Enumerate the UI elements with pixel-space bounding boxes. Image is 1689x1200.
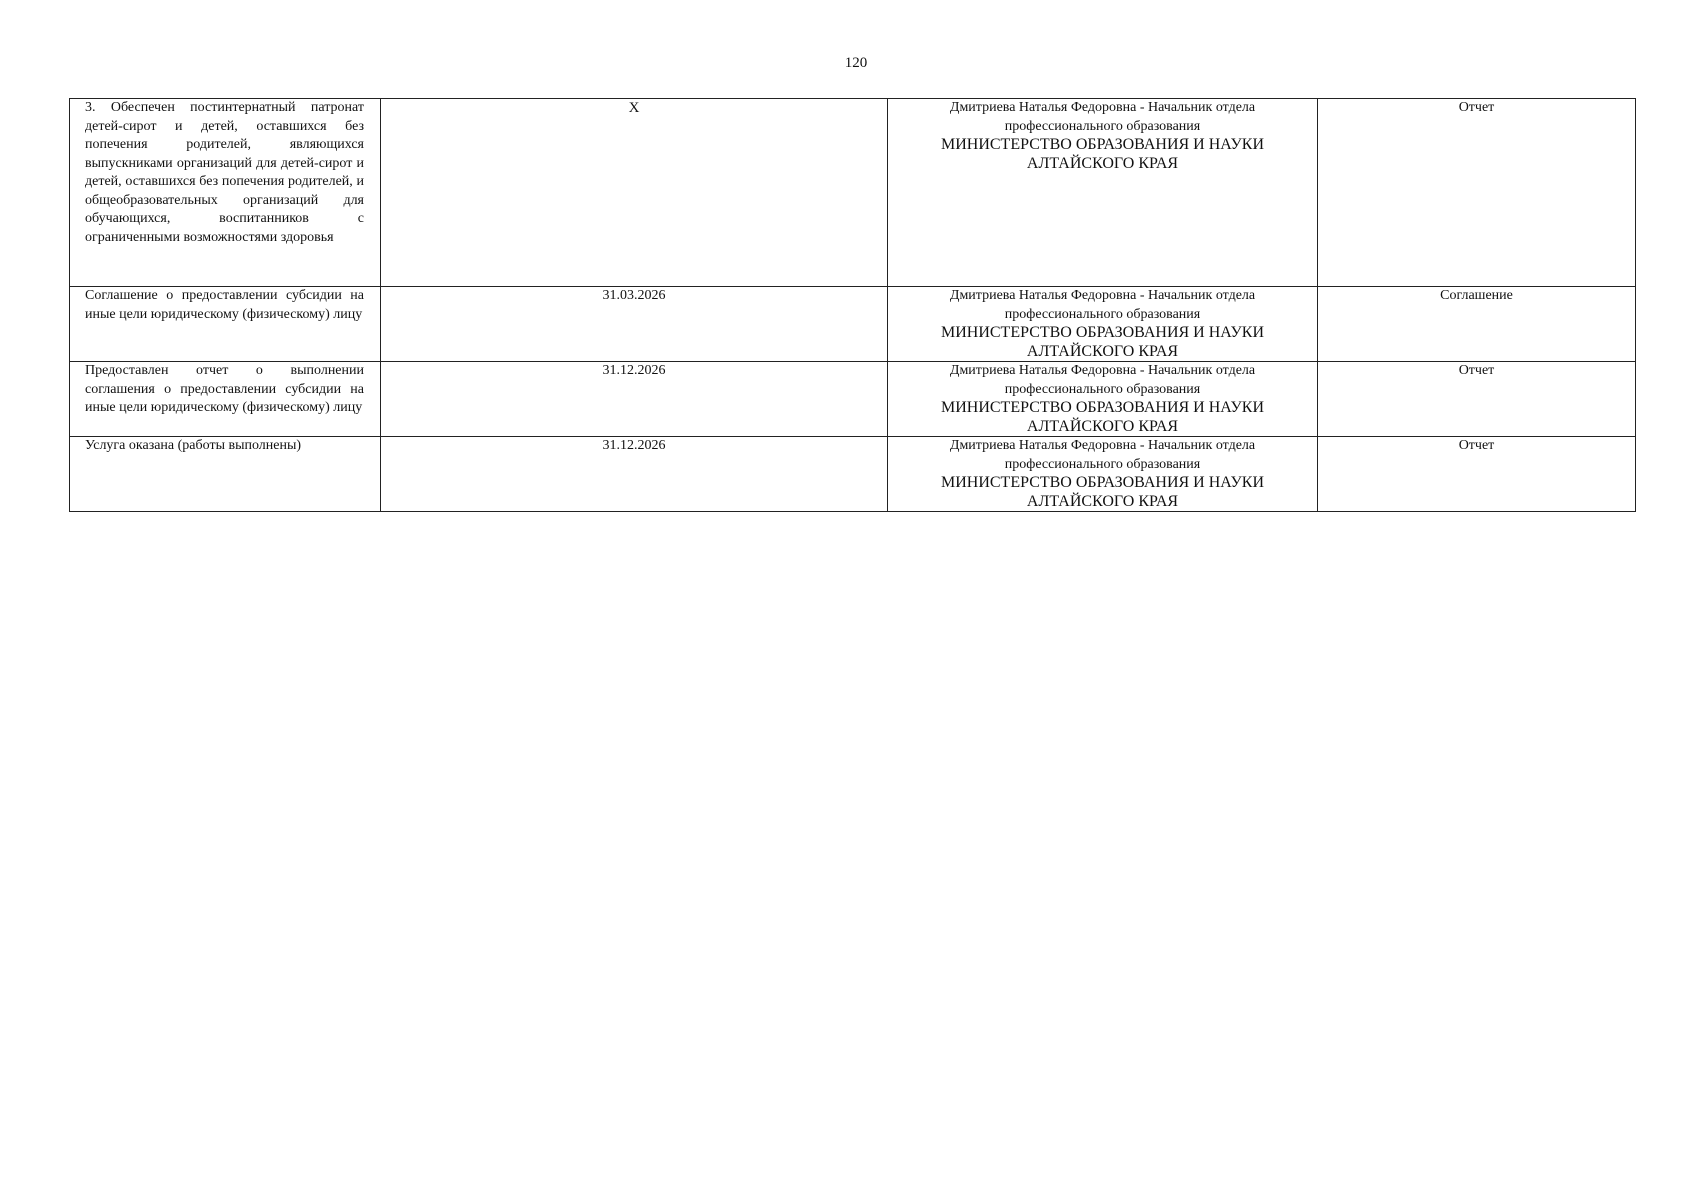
responsible-person: Дмитриева Наталья Федоровна - Начальник отдела профессионального образования xyxy=(949,438,1256,472)
responsible-person: Дмитриева Наталья Федоровна - Начальник отдела профессионального образования xyxy=(949,288,1256,322)
responsible-person: Дмитриева Наталья Федоровна - Начальник отдела профессионального образования xyxy=(949,100,1256,134)
responsible-cell xyxy=(888,437,1318,512)
plan-table xyxy=(69,98,1636,512)
date-value: X xyxy=(628,100,640,116)
table-row xyxy=(70,99,1636,287)
date-cell: 31.12.2026 xyxy=(381,362,888,437)
document-cell: Отчет xyxy=(1318,99,1636,287)
event-cell: Услуга оказана (работы выполнены) xyxy=(70,437,381,512)
responsible-organization: МИНИСТЕРСТВО ОБРАЗОВАНИЯ И НАУКИ АЛТАЙСКОГО КРАЯ xyxy=(940,136,1264,172)
responsible-person: Дмитриева Наталья Федоровна - Начальник отдела профессионального образования xyxy=(949,363,1256,397)
document-cell: Соглашение xyxy=(1318,287,1636,362)
date-cell: 31.12.2026 xyxy=(381,437,888,512)
responsible-cell xyxy=(888,99,1318,287)
table-row xyxy=(70,287,1636,362)
date-cell xyxy=(381,99,888,287)
page-number: 120 xyxy=(844,55,868,71)
responsible-organization: МИНИСТЕРСТВО ОБРАЗОВАНИЯ И НАУКИ АЛТАЙСКОГО КРАЯ xyxy=(940,399,1264,435)
table-row xyxy=(70,362,1636,437)
table-row xyxy=(70,437,1636,512)
date-cell: 31.03.2026 xyxy=(381,287,888,362)
responsible-organization: МИНИСТЕРСТВО ОБРАЗОВАНИЯ И НАУКИ АЛТАЙСКОГО КРАЯ xyxy=(940,474,1264,510)
responsible-cell xyxy=(888,287,1318,362)
responsible-cell xyxy=(888,362,1318,437)
event-cell: 3. Обеспечен постинтернатный патронат детей-сирот и детей, оставшихся без попечения родителей, являющихся выпускниками организаций для детей-сирот и детей, оставшихся без попечения родителей, и общеобразовательных организаций для обучающихся, воспитанников с ограниченными возможностями здоровья xyxy=(70,99,381,287)
document-cell: Отчет xyxy=(1318,437,1636,512)
event-cell: Соглашение о предоставлении субсидии на иные цели юридическому (физическому) лицу xyxy=(70,287,381,362)
document-cell: Отчет xyxy=(1318,362,1636,437)
responsible-organization: МИНИСТЕРСТВО ОБРАЗОВАНИЯ И НАУКИ АЛТАЙСКОГО КРАЯ xyxy=(940,324,1264,360)
event-cell: Предоставлен отчет о выполнении соглашения о предоставлении субсидии на иные цели юридическому (физическому) лицу xyxy=(70,362,381,437)
